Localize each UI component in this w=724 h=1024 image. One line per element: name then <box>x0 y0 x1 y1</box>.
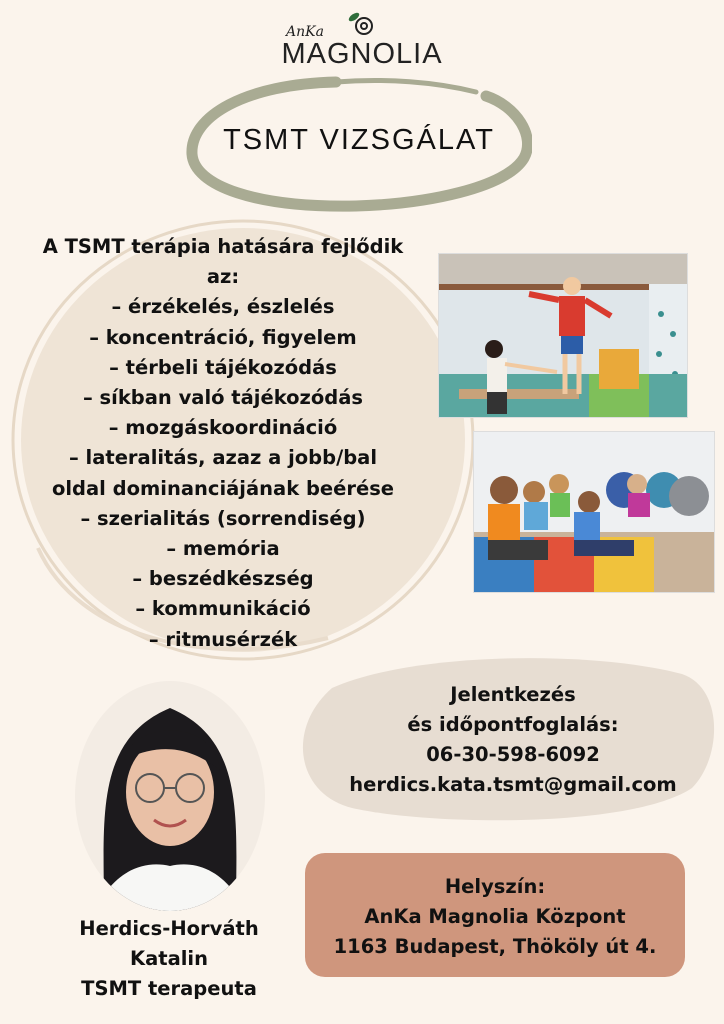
page-title: TSMT VIZSGÁLAT <box>223 124 495 156</box>
therapist-name-line2: Katalin <box>130 947 208 970</box>
logo-leaf-icon <box>344 10 374 38</box>
location-address: 1163 Budapest, Thököly út 4. <box>333 935 657 958</box>
contact-info <box>318 680 708 800</box>
benefits-intro: A TSMT terápia hatására fejlődik <box>42 235 404 258</box>
gym-balance-photo <box>438 253 688 418</box>
location-info <box>305 872 685 962</box>
logo-script-text: AnKa <box>286 24 324 40</box>
benefit-item: – szerialitás (sorrendiség) <box>80 506 366 530</box>
benefit-item: – térbeli tájékozódás <box>109 355 337 379</box>
location-name: AnKa Magnolia Központ <box>364 905 626 928</box>
benefits-list <box>18 232 428 655</box>
benefits-intro-cont: az: <box>206 265 240 289</box>
benefit-item: – mozgáskoordináció <box>108 416 338 440</box>
contact-subheading: és időpontfoglalás: <box>407 713 619 736</box>
benefit-item: – ritmusérzék <box>148 627 298 651</box>
therapist-name <box>55 914 283 1004</box>
benefit-item: – lateralitás, azaz a jobb/bal <box>68 446 378 470</box>
benefit-item: – beszédkészség <box>132 567 314 591</box>
benefit-item: – koncentráció, figyelem <box>89 325 357 349</box>
therapist-name-line1: Herdics-Horváth <box>79 917 259 940</box>
benefit-item-cont: oldal dominanciájának beérése <box>51 476 395 500</box>
benefit-item: – memória <box>166 537 280 561</box>
benefit-item: – kommunikáció <box>135 597 311 621</box>
benefit-item: – síkban való tájékozódás <box>82 386 364 410</box>
therapist-portrait <box>74 680 266 912</box>
contact-heading: Jelentkezés <box>450 683 576 706</box>
therapist-role: TSMT terapeuta <box>81 977 257 1000</box>
benefit-item: – érzékelés, észlelés <box>111 295 335 319</box>
contact-email[interactable]: herdics.kata.tsmt@gmail.com <box>349 773 677 796</box>
logo-brand-text: MAGNOLIA <box>281 38 443 70</box>
kids-stretching-photo <box>473 431 715 593</box>
location-label: Helyszín: <box>444 875 546 898</box>
contact-phone[interactable]: 06-30-598-6092 <box>426 743 600 766</box>
